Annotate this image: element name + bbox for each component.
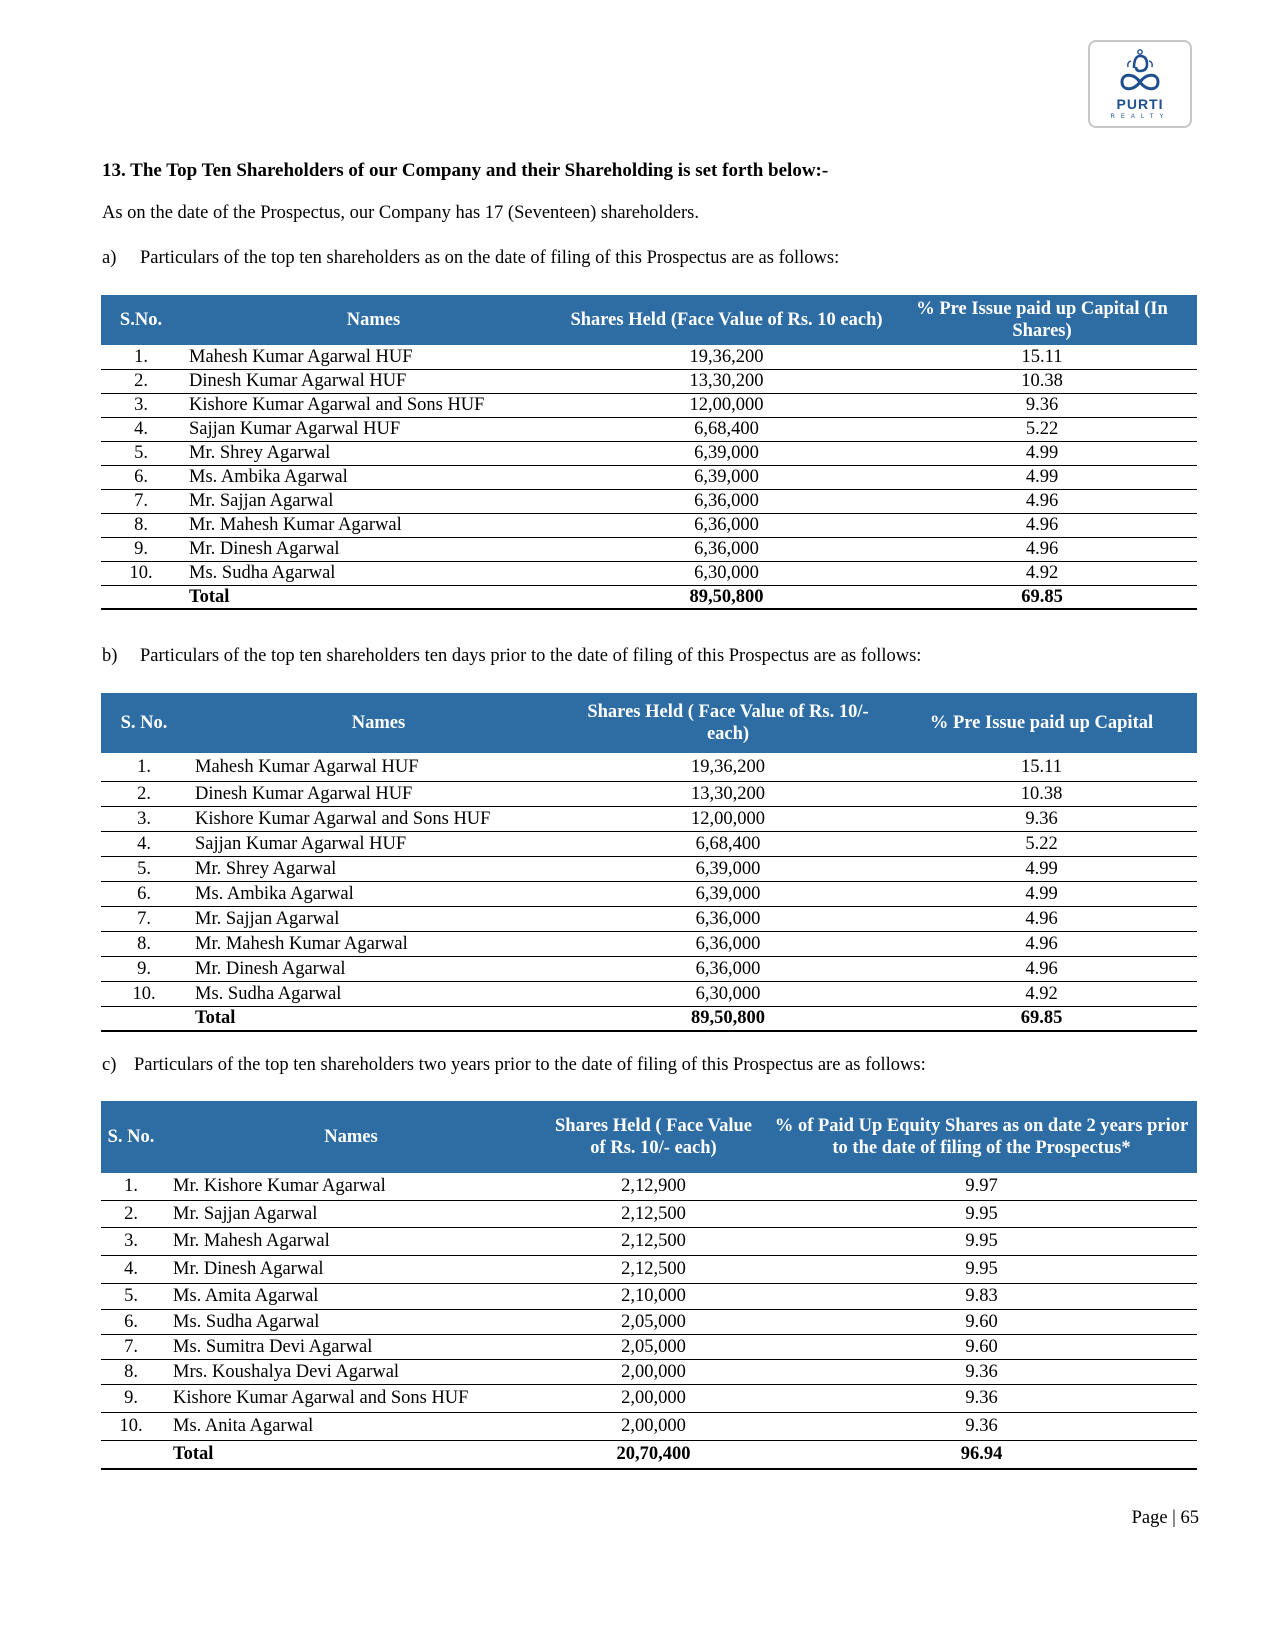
table-row	[101, 1255, 1197, 1283]
capital-percent: 15.11	[887, 345, 1197, 369]
total-shares: 89,50,800	[566, 585, 887, 609]
table-row	[101, 806, 1197, 831]
serial-number: 9.	[101, 956, 187, 981]
section-c-caption	[102, 1055, 926, 1076]
shareholder-name: Ms. Ambika Agarwal	[181, 465, 566, 489]
shares-held: 6,36,000	[566, 489, 887, 513]
shareholder-name: Mr. Sajjan Agarwal	[161, 1200, 541, 1227]
shareholder-name: Mr. Mahesh Kumar Agarwal	[181, 513, 566, 537]
shareholder-name: Kishore Kumar Agarwal and Sons HUF	[181, 393, 566, 417]
shares-held: 6,36,000	[570, 931, 886, 956]
shareholder-name: Ms. Sumitra Devi Agarwal	[161, 1334, 541, 1359]
shares-held: 2,05,000	[541, 1334, 766, 1359]
serial-number: 6.	[101, 465, 181, 489]
total-percent: 96.94	[766, 1440, 1197, 1469]
total-label: Total	[187, 1006, 570, 1031]
table-row	[101, 1334, 1197, 1359]
total-percent: 69.85	[886, 1006, 1197, 1031]
capital-percent: 4.96	[886, 931, 1197, 956]
column-header: Names	[181, 295, 566, 345]
shareholder-name: Ms. Sudha Agarwal	[187, 981, 570, 1006]
serial-number: 5.	[101, 1283, 161, 1309]
capital-percent: 5.22	[887, 417, 1197, 441]
serial-number: 2.	[101, 369, 181, 393]
total-percent: 69.85	[887, 585, 1197, 609]
table-row	[101, 489, 1197, 513]
shares-held: 13,30,200	[570, 781, 886, 806]
shareholder-name: Kishore Kumar Agarwal and Sons HUF	[187, 806, 570, 831]
column-header: Names	[161, 1101, 541, 1173]
serial-number: 7.	[101, 1334, 161, 1359]
table-b	[101, 693, 1197, 1032]
shares-held: 2,00,000	[541, 1412, 766, 1440]
table-row	[101, 1283, 1197, 1309]
total-shares: 20,70,400	[541, 1440, 766, 1469]
section-b-caption	[102, 646, 921, 667]
shareholder-name: Mr. Mahesh Kumar Agarwal	[187, 931, 570, 956]
table-row	[101, 345, 1197, 369]
logo-name: PURTI	[1116, 96, 1164, 112]
column-header: Shares Held (Face Value of Rs. 10 each)	[566, 295, 887, 345]
section-b-text: Particulars of the top ten shareholders ten days prior to the date of filing of this Prospectus are as follows:	[140, 646, 922, 666]
capital-percent: 4.99	[886, 856, 1197, 881]
table-row	[101, 561, 1197, 585]
table-row	[101, 441, 1197, 465]
capital-percent: 10.38	[887, 369, 1197, 393]
serial-number: 7.	[101, 906, 187, 931]
capital-percent: 4.96	[886, 956, 1197, 981]
serial-number: 7.	[101, 489, 181, 513]
shareholder-name: Kishore Kumar Agarwal and Sons HUF	[161, 1384, 541, 1412]
table-row	[101, 1384, 1197, 1412]
equity-percent: 9.95	[766, 1255, 1197, 1283]
table-row	[101, 537, 1197, 561]
capital-percent: 9.36	[886, 806, 1197, 831]
shares-held: 2,05,000	[541, 1309, 766, 1334]
table-row	[101, 931, 1197, 956]
shareholder-name: Sajjan Kumar Agarwal HUF	[181, 417, 566, 441]
table-row	[101, 831, 1197, 856]
serial-number: 1.	[101, 1173, 161, 1200]
section-a-text: Particulars of the top ten shareholders as on the date of filing of this Prospectus are as follows:	[140, 248, 840, 268]
serial-number: 5.	[101, 441, 181, 465]
equity-percent: 9.60	[766, 1309, 1197, 1334]
shares-held: 2,10,000	[541, 1283, 766, 1309]
shareholder-name: Mr. Shrey Agarwal	[181, 441, 566, 465]
serial-number: 6.	[101, 881, 187, 906]
table-row	[101, 1359, 1197, 1384]
total-label: Total	[181, 585, 566, 609]
shares-held: 6,36,000	[570, 956, 886, 981]
shareholder-name: Mrs. Koushalya Devi Agarwal	[161, 1359, 541, 1384]
shareholder-name: Sajjan Kumar Agarwal HUF	[187, 831, 570, 856]
shares-held: 2,12,500	[541, 1200, 766, 1227]
table-row	[101, 781, 1197, 806]
capital-percent: 5.22	[886, 831, 1197, 856]
capital-percent: 4.99	[887, 465, 1197, 489]
shares-held: 6,36,000	[566, 513, 887, 537]
shares-held: 2,00,000	[541, 1359, 766, 1384]
capital-percent: 4.96	[887, 513, 1197, 537]
column-header: Shares Held ( Face Value of Rs. 10/- each)	[570, 693, 886, 753]
shareholder-name: Mr. Dinesh Agarwal	[161, 1255, 541, 1283]
total-row	[101, 1006, 1197, 1031]
serial-number: 1.	[101, 345, 181, 369]
serial-number: 3.	[101, 393, 181, 417]
shareholder-name: Ms. Sudha Agarwal	[181, 561, 566, 585]
shareholder-name: Mahesh Kumar Agarwal HUF	[187, 753, 570, 781]
capital-percent: 4.96	[887, 537, 1197, 561]
serial-number: 2.	[101, 781, 187, 806]
serial-number: 9.	[101, 1384, 161, 1412]
equity-percent: 9.95	[766, 1200, 1197, 1227]
shareholder-name: Mr. Dinesh Agarwal	[181, 537, 566, 561]
shares-held: 6,39,000	[566, 441, 887, 465]
capital-percent: 15.11	[886, 753, 1197, 781]
table-row	[101, 1412, 1197, 1440]
capital-percent: 4.96	[887, 489, 1197, 513]
shareholder-name: Mr. Mahesh Agarwal	[161, 1227, 541, 1255]
purti-logo-icon	[1112, 48, 1168, 98]
serial-number: 4.	[101, 1255, 161, 1283]
total-row	[101, 585, 1197, 609]
table-c	[101, 1101, 1197, 1470]
table-row	[101, 956, 1197, 981]
section-c-text: Particulars of the top ten shareholders two years prior to the date of filing of this Prospectus are as follows:	[134, 1055, 926, 1075]
column-header: S. No.	[101, 1101, 161, 1173]
table-c-header	[101, 1101, 1197, 1173]
company-logo	[1088, 40, 1192, 128]
shareholder-name: Ms. Sudha Agarwal	[161, 1309, 541, 1334]
serial-number: 3.	[101, 1227, 161, 1255]
table-row	[101, 465, 1197, 489]
table-row	[101, 906, 1197, 931]
total-shares: 89,50,800	[570, 1006, 886, 1031]
shareholder-name: Mr. Sajjan Agarwal	[187, 906, 570, 931]
capital-percent: 9.36	[887, 393, 1197, 417]
shares-held: 2,12,900	[541, 1173, 766, 1200]
capital-percent: 4.99	[887, 441, 1197, 465]
capital-percent: 4.96	[886, 906, 1197, 931]
shareholder-name: Dinesh Kumar Agarwal HUF	[187, 781, 570, 806]
serial-number: 9.	[101, 537, 181, 561]
shares-held: 2,12,500	[541, 1227, 766, 1255]
shares-held: 6,68,400	[570, 831, 886, 856]
section-a-label: a)	[102, 248, 117, 268]
shares-held: 6,39,000	[566, 465, 887, 489]
table-row	[101, 513, 1197, 537]
shares-held: 12,00,000	[570, 806, 886, 831]
shareholder-name: Mr. Shrey Agarwal	[187, 856, 570, 881]
shareholder-name: Ms. Amita Agarwal	[161, 1283, 541, 1309]
column-header: S.No.	[101, 295, 181, 345]
table-row	[101, 881, 1197, 906]
page-number: Page | 65	[1131, 1508, 1199, 1528]
serial-number: 8.	[101, 1359, 161, 1384]
shareholder-name: Mr. Sajjan Agarwal	[181, 489, 566, 513]
serial-number: 4.	[101, 831, 187, 856]
serial-number: 5.	[101, 856, 187, 881]
shareholder-name: Ms. Anita Agarwal	[161, 1412, 541, 1440]
table-row	[101, 393, 1197, 417]
section-c-label: c)	[102, 1055, 117, 1075]
table-a-header	[101, 295, 1197, 345]
serial-number: 1.	[101, 753, 187, 781]
shares-held: 12,00,000	[566, 393, 887, 417]
table-row	[101, 856, 1197, 881]
capital-percent: 10.38	[886, 781, 1197, 806]
shares-held: 6,39,000	[570, 881, 886, 906]
shares-held: 2,00,000	[541, 1384, 766, 1412]
capital-percent: 4.92	[887, 561, 1197, 585]
shareholder-name: Ms. Ambika Agarwal	[187, 881, 570, 906]
equity-percent: 9.83	[766, 1283, 1197, 1309]
shareholder-name: Mr. Kishore Kumar Agarwal	[161, 1173, 541, 1200]
equity-percent: 9.36	[766, 1359, 1197, 1384]
serial-number: 10.	[101, 981, 187, 1006]
shares-held: 6,39,000	[570, 856, 886, 881]
capital-percent: 4.92	[886, 981, 1197, 1006]
shares-held: 6,68,400	[566, 417, 887, 441]
section-heading: 13. The Top Ten Shareholders of our Company and their Shareholding is set forth below:-	[102, 160, 829, 181]
table-a	[101, 295, 1197, 610]
logo-subtitle: REALTY	[1110, 114, 1170, 120]
shares-held: 6,30,000	[566, 561, 887, 585]
section-a-caption	[102, 248, 839, 269]
shares-held: 13,30,200	[566, 369, 887, 393]
serial-number: 10.	[101, 561, 181, 585]
serial-number: 2.	[101, 1200, 161, 1227]
table-row	[101, 369, 1197, 393]
section-b-label: b)	[102, 646, 118, 666]
column-header: % of Paid Up Equity Shares as on date 2 years prior to the date of filing of the Prospectus*	[766, 1101, 1197, 1173]
shares-held: 6,36,000	[566, 537, 887, 561]
equity-percent: 9.60	[766, 1334, 1197, 1359]
shareholder-name: Mr. Dinesh Agarwal	[187, 956, 570, 981]
table-row	[101, 1227, 1197, 1255]
total-row	[101, 1440, 1197, 1469]
serial-number: 4.	[101, 417, 181, 441]
table-row	[101, 753, 1197, 781]
equity-percent: 9.97	[766, 1173, 1197, 1200]
shareholder-name: Dinesh Kumar Agarwal HUF	[181, 369, 566, 393]
serial-number: 6.	[101, 1309, 161, 1334]
shareholder-name: Mahesh Kumar Agarwal HUF	[181, 345, 566, 369]
shares-held: 19,36,200	[566, 345, 887, 369]
shares-held: 2,12,500	[541, 1255, 766, 1283]
column-header: Shares Held ( Face Value of Rs. 10/- each)	[541, 1101, 766, 1173]
column-header: % Pre Issue paid up Capital	[886, 693, 1197, 753]
equity-percent: 9.95	[766, 1227, 1197, 1255]
equity-percent: 9.36	[766, 1412, 1197, 1440]
table-row	[101, 417, 1197, 441]
equity-percent: 9.36	[766, 1384, 1197, 1412]
serial-number: 3.	[101, 806, 187, 831]
table-row	[101, 1173, 1197, 1200]
shares-held: 19,36,200	[570, 753, 886, 781]
intro-text: As on the date of the Prospectus, our Company has 17 (Seventeen) shareholders.	[102, 203, 699, 223]
table-row	[101, 1309, 1197, 1334]
shares-held: 6,30,000	[570, 981, 886, 1006]
table-b-header	[101, 693, 1197, 753]
serial-number: 8.	[101, 513, 181, 537]
total-label: Total	[161, 1440, 541, 1469]
column-header: S. No.	[101, 693, 187, 753]
capital-percent: 4.99	[886, 881, 1197, 906]
shares-held: 6,36,000	[570, 906, 886, 931]
column-header: % Pre Issue paid up Capital (In Shares)	[887, 295, 1197, 345]
table-row	[101, 1200, 1197, 1227]
column-header: Names	[187, 693, 570, 753]
table-row	[101, 981, 1197, 1006]
serial-number: 8.	[101, 931, 187, 956]
serial-number: 10.	[101, 1412, 161, 1440]
